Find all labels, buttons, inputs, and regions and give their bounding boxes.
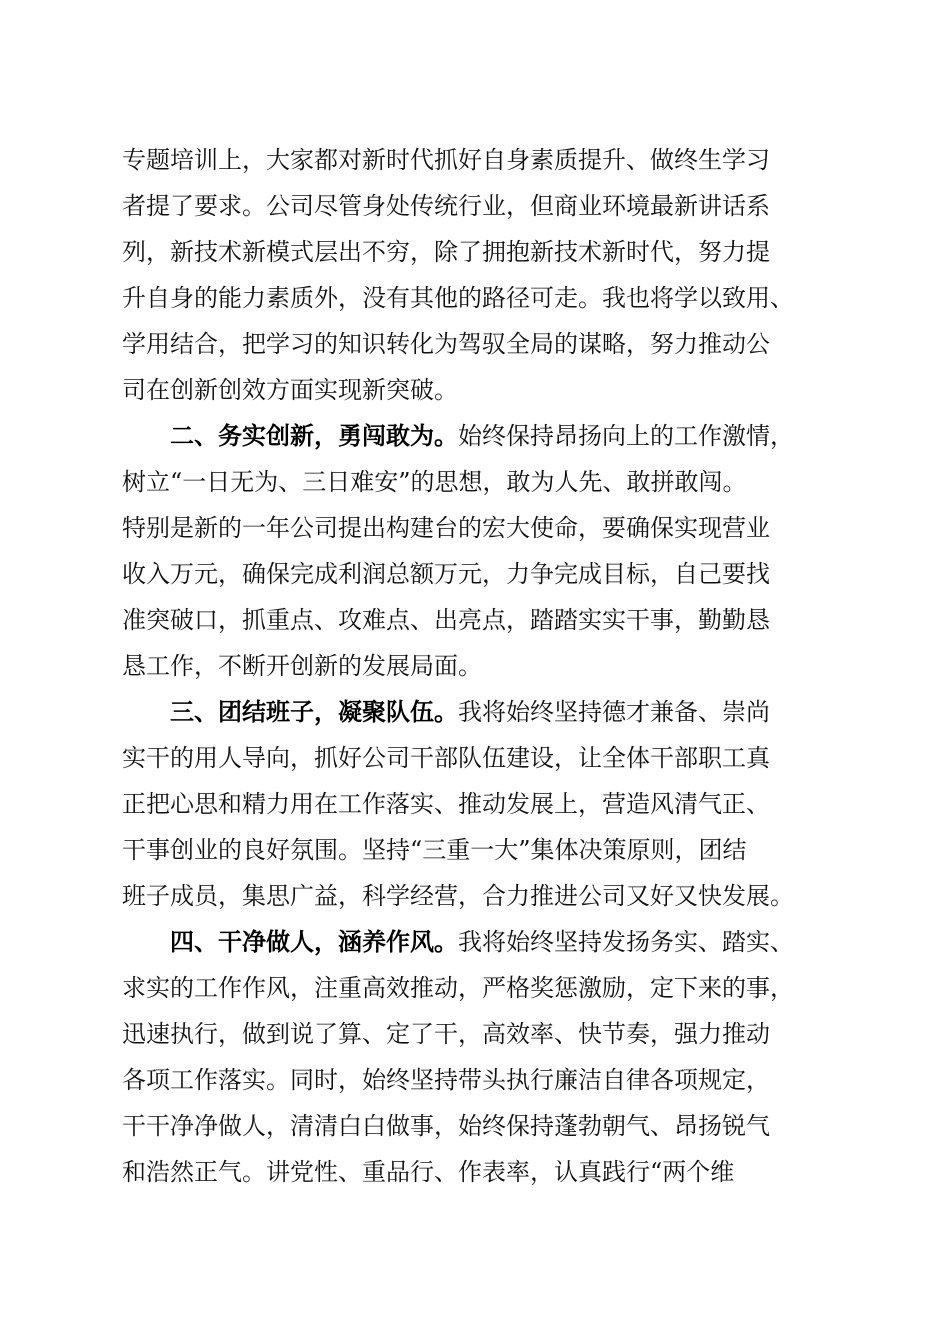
body-line: 司在创新创效方面实现新突破。 bbox=[122, 376, 458, 404]
section-3-first-line-text: 我将始终坚持德才兼备、崇尚 bbox=[458, 698, 770, 726]
body-line: 各项工作落实。同时，始终坚持带头执行廉洁自律各项规定， bbox=[122, 1066, 770, 1094]
section-2-first-line-text: 始终保持昂扬向上的工作激情， bbox=[458, 422, 794, 450]
body-line: 列，新技术新模式层出不穷，除了拥抱新技术新时代，努力提 bbox=[122, 238, 770, 266]
body-line: 树立“一日无为、三日难安”的思想，敢为人先、敢拼敢闯。 bbox=[122, 468, 747, 496]
body-line: 特别是新的一年公司提出构建台的宏大使命，要确保实现营业 bbox=[122, 514, 770, 542]
body-line: 迅速执行，做到说了算、定了干，高效率、快节奏，强力推动 bbox=[122, 1020, 770, 1048]
body-line: 收入万元，确保完成利润总额万元，力争完成目标，自己要找 bbox=[122, 560, 770, 588]
body-line: 者提了要求。公司尽管身处传统行业，但商业环境最新讲话系 bbox=[122, 192, 770, 220]
section-2-first-line bbox=[170, 420, 950, 452]
body-line: 学用结合，把学习的知识转化为驾驭全局的谋略，努力推动公 bbox=[122, 330, 770, 358]
body-line: 准突破口，抓重点、攻难点、出亮点，踏踏实实干事，勤勤恳 bbox=[122, 606, 770, 634]
section-3-first-line bbox=[170, 696, 950, 728]
section-4-first-line-text: 我将始终坚持发扬务实、踏实、 bbox=[458, 928, 794, 956]
body-line: 和浩然正气。讲党性、重品行、作表率，认真践行“两个维 bbox=[122, 1158, 735, 1186]
section-4-first-line bbox=[170, 926, 950, 958]
section-2-heading: 二、务实创新，勇闯敢为。 bbox=[170, 421, 458, 450]
body-line: 专题培训上，大家都对新时代抓好自身素质提升、做终生学习 bbox=[122, 146, 770, 174]
body-line: 班子成员，集思广益，科学经营，合力推进公司又好又快发展。 bbox=[122, 882, 794, 910]
body-line: 求实的工作作风，注重高效推动，严格奖惩激励，定下来的事， bbox=[122, 974, 794, 1002]
body-line: 实干的用人导向，抓好公司干部队伍建设，让全体干部职工真 bbox=[122, 744, 770, 772]
body-line: 干干净净做人，清清白白做事，始终保持蓬勃朝气、昂扬锐气 bbox=[122, 1112, 770, 1140]
body-line: 正把心思和精力用在工作落实、推动发展上，营造风清气正、 bbox=[122, 790, 770, 818]
body-line: 升自身的能力素质外，没有其他的路径可走。我也将学以致用、 bbox=[122, 284, 794, 312]
body-line: 干事创业的良好氛围。坚持“三重一大”集体决策原则，团结 bbox=[122, 836, 747, 864]
section-3-heading: 三、团结班子，凝聚队伍。 bbox=[170, 697, 458, 726]
section-4-heading: 四、干净做人，涵养作风。 bbox=[170, 927, 458, 956]
body-line: 恳工作，不断开创新的发展局面。 bbox=[122, 652, 482, 680]
